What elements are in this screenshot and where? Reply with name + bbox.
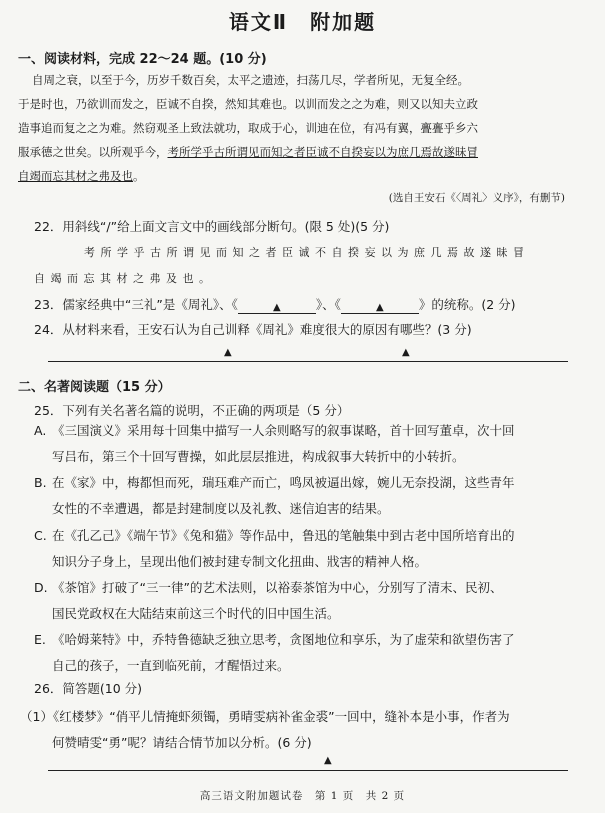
answer-marker: ▲ — [402, 347, 410, 358]
q26-answer-line[interactable] — [48, 770, 568, 771]
passage-line: 自周之衰，以至于今，历岁千数百矣，太平之遗迹，扫荡几尽，学者所见，无复全经。 — [32, 73, 469, 87]
section2-heading: 二、名著阅读题（15 分） — [18, 380, 171, 395]
option-text: 知识分子身上，呈现出他们被封建专制文化扭曲、戕害的精神人格。 — [52, 554, 428, 569]
passage-text: 服承德之世矣。以所观乎今， — [18, 145, 168, 159]
passage-line — [18, 164, 580, 188]
answer-marker: ▲ — [224, 347, 232, 358]
passage-line — [18, 140, 580, 164]
passage-source: (选自王安石《〈周礼〉义序》，有删节) — [388, 192, 565, 204]
option-text: 自己的孩子，一直到临死前，才醒悟过来。 — [52, 658, 290, 673]
option-text: 《哈姆莱特》中，乔特鲁德缺乏独立思考，贪图地位和享乐，为了虚荣和欲望伤害了 — [52, 632, 515, 647]
question-25: 25．下列有关名著名篇的说明，不正确的两项是（5 分） — [34, 403, 350, 418]
page-footer: 高三语文附加题试卷 第 1 页 共 2 页 — [199, 790, 406, 802]
reading-passage — [18, 68, 580, 188]
q25-option-a — [34, 418, 572, 470]
option-text: 写吕布，第三个十回写曹操，如此层层推进，构成叙事大转折中的小转折。 — [52, 449, 465, 464]
q25-option-e — [34, 627, 572, 679]
option-text: 女性的不幸遭遇，都是封建制度以及礼教、迷信迫害的结果。 — [52, 501, 390, 516]
q22-sentence-line: 自竭而忘其材之弗及也。 — [34, 272, 216, 285]
passage-text: 。 — [133, 169, 145, 183]
underlined-passage: 考所学乎古所谓见而知之者臣诚不自揆妄以为庶几焉故遂昧冒 — [167, 145, 478, 159]
option-text: 在《孔乙己》《端午节》《兔和猫》等作品中，鲁迅的笔触集中到古老中国所培育出的 — [52, 528, 515, 543]
answer-marker: ▲ — [273, 302, 281, 313]
question-22: 22．用斜线“/”给上面文言文中的画线部分断句。(限 5 处)(5 分) — [34, 219, 390, 234]
answer-marker: ▲ — [376, 302, 384, 313]
section1-heading: 一、阅读材料，完成 22～24 题。(10 分) — [18, 52, 267, 67]
underlined-passage: 自竭而忘其材之弗及也 — [18, 169, 133, 183]
q26-sub1-line: 何赞晴雯“勇”呢？请结合情节加以分析。(6 分) — [52, 735, 312, 750]
q23-suffix: 》的统称。(2 分) — [418, 297, 516, 312]
option-text: 国民党政权在大陆结束前这三个时代的旧中国生活。 — [52, 606, 340, 621]
question-23 — [34, 296, 516, 314]
q23-mid: 》、《 — [315, 297, 341, 312]
option-label: A. — [34, 423, 47, 438]
option-label: D. — [34, 580, 48, 595]
q24-answer-line[interactable] — [48, 361, 568, 362]
q25-option-d — [34, 575, 572, 627]
passage-line: 于是时也，乃欲训而发之，臣诚不自揆，然知其难也。以训而发之之为难，则又以知夫立政 — [18, 97, 478, 111]
q23-blank-2[interactable] — [341, 298, 419, 314]
q22-sentence-line: 考所学乎古所谓见而知之者臣诚不自揆妄以为庶几焉故遂昧冒 — [84, 246, 530, 259]
q25-option-b — [34, 470, 572, 522]
q23-blank-1[interactable] — [238, 298, 316, 314]
question-26: 26．简答题(10 分) — [34, 681, 143, 696]
question-24: 24．从材料来看，王安石认为自己训释《周礼》难度很大的原因有哪些？(3 分) — [34, 322, 472, 337]
option-text: 在《家》中，梅都怛而死，瑞珏难产而亡，鸣凤被逼出嫁，婉儿无奈投湖，这些青年 — [52, 475, 515, 490]
q25-option-c — [34, 523, 572, 575]
option-text: 《三国演义》采用每十回集中描写一人余则略写的叙事谋略，首十回写董卓，次十回 — [52, 423, 515, 438]
answer-marker: ▲ — [324, 755, 332, 766]
option-label: C. — [34, 528, 47, 543]
passage-line: 造事追而复之之为难。然窃观圣上致法就功，取成于心，训迪在位，有冯有翼，亹亹乎乡六 — [18, 121, 478, 135]
q23-prefix: 23．儒家经典中“三礼”是《周礼》、《 — [34, 297, 238, 312]
page-title: 语文Ⅱ 附加题 — [228, 10, 377, 34]
q26-sub1-line: （1）《红楼梦》“俏平儿情掩虾须镯，勇晴雯病补雀金裘”一回中，缝补本是小事，作者为 — [20, 709, 510, 724]
option-label: E. — [34, 632, 46, 647]
option-label: B. — [34, 475, 47, 490]
option-text: 《茶馆》打破了“三一律”的艺术法则，以裕泰茶馆为中心，分别写了清末、民初、 — [52, 580, 503, 595]
